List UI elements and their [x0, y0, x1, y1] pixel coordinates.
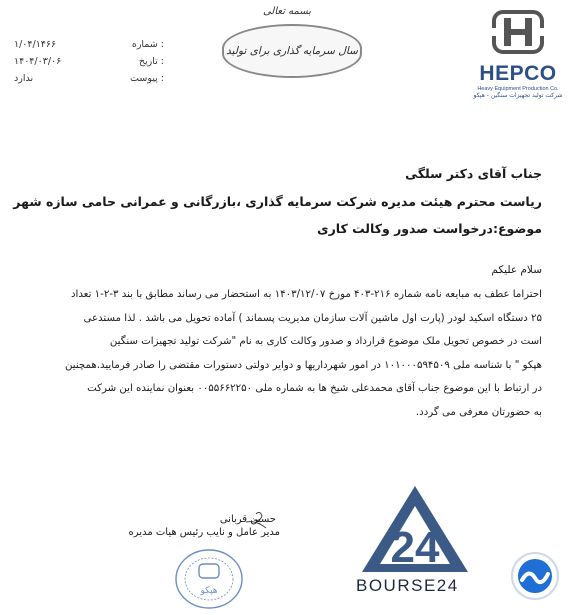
bourse24-wordmark: BOURSE24	[356, 576, 459, 595]
recipient-title: ریاست محترم هیئت مدیره شرکت سرمایه گذاری ،بازرگانی و عمرانی حامی سازه شهر	[13, 194, 542, 209]
year-slogan-text: سال سرمایه گذاری برای تولید	[226, 45, 358, 57]
greeting: سلام علیکم	[491, 264, 542, 276]
company-stamp	[173, 547, 245, 611]
hepco-emblem-icon	[490, 8, 546, 56]
hepco-logo	[466, 8, 570, 108]
body-line: است در خصوص تحویل ملک موضوع قرارداد و صدور وکالت کاری به نام "شرکت تولید تجهیزات سنگین	[109, 336, 542, 347]
date-value: ۱۴۰۴/۰۳/۰۶	[14, 56, 62, 67]
body-line: هپکو " با شناسه ملی ۱۰۱۰۰۰۵۹۴۵۰۹ در امور شهرداریها و دوایر دولتی دستورات مقتضی را صادر فرمایید.همچنین	[65, 359, 542, 371]
bourse24-badge-icon	[510, 551, 560, 601]
attachment-value: ندارد	[14, 73, 34, 84]
body-line: در ارتباط با این موضوع جناب آقای محمدعلی شیخ ها به شماره ملی ۰۰۵۵۶۶۲۲۵۰ بعنوان نماینده این شرکت	[87, 383, 542, 394]
hepco-persian-tagline: شرکت تولید تجهیزات سنگین - هپکو	[473, 92, 563, 99]
meta-number-row	[14, 36, 164, 53]
number-label: شماره :	[131, 39, 164, 50]
attachment-label: پیوست :	[130, 73, 164, 84]
basmala: بسمه تعالی	[262, 6, 312, 17]
meta-attachment-row	[14, 70, 164, 87]
letter-meta	[14, 36, 164, 87]
addressee: جناب آقای دکتر سلگی	[405, 166, 542, 181]
number-value: ۱/۰۴/۱۴۶۶	[14, 39, 57, 50]
body-line: ۲۵ دستگاه اسکید لودر (پارت اول ماشین آلات سازمان مدیریت پسماند ) آماده تحویل می باشد . لذا مستدعی	[83, 312, 542, 324]
stamp-text: هپکو	[200, 586, 218, 596]
year-slogan-banner	[222, 24, 362, 78]
body-line: به حضورتان معرفی می گردد.	[415, 406, 542, 418]
letter-body	[32, 283, 542, 424]
hepco-english-tagline: Heavy Equipment Production Co.	[477, 86, 559, 92]
date-label: تاریخ :	[138, 56, 164, 67]
signer-name: حسین قربانی	[219, 514, 276, 525]
hepco-wordmark: HEPCO	[479, 62, 557, 85]
bourse24-logo-number: 24	[390, 523, 440, 572]
letter-subject: موضوع:درخواست صدور وکالت کاری	[317, 221, 542, 236]
signer-title: مدیر عامل و نایب رئیس هیات مدیره	[128, 527, 280, 538]
meta-date-row	[14, 53, 164, 70]
bourse24-logo	[360, 484, 470, 574]
body-line: احتراما عطف به مبایعه نامه شماره ۲۱۶-۴۰۳ مورخ ۱۴۰۳/۱۲/۰۷ به استحضار می رساند مطابق با بند ۳-۲-۱ تعداد	[70, 289, 542, 300]
